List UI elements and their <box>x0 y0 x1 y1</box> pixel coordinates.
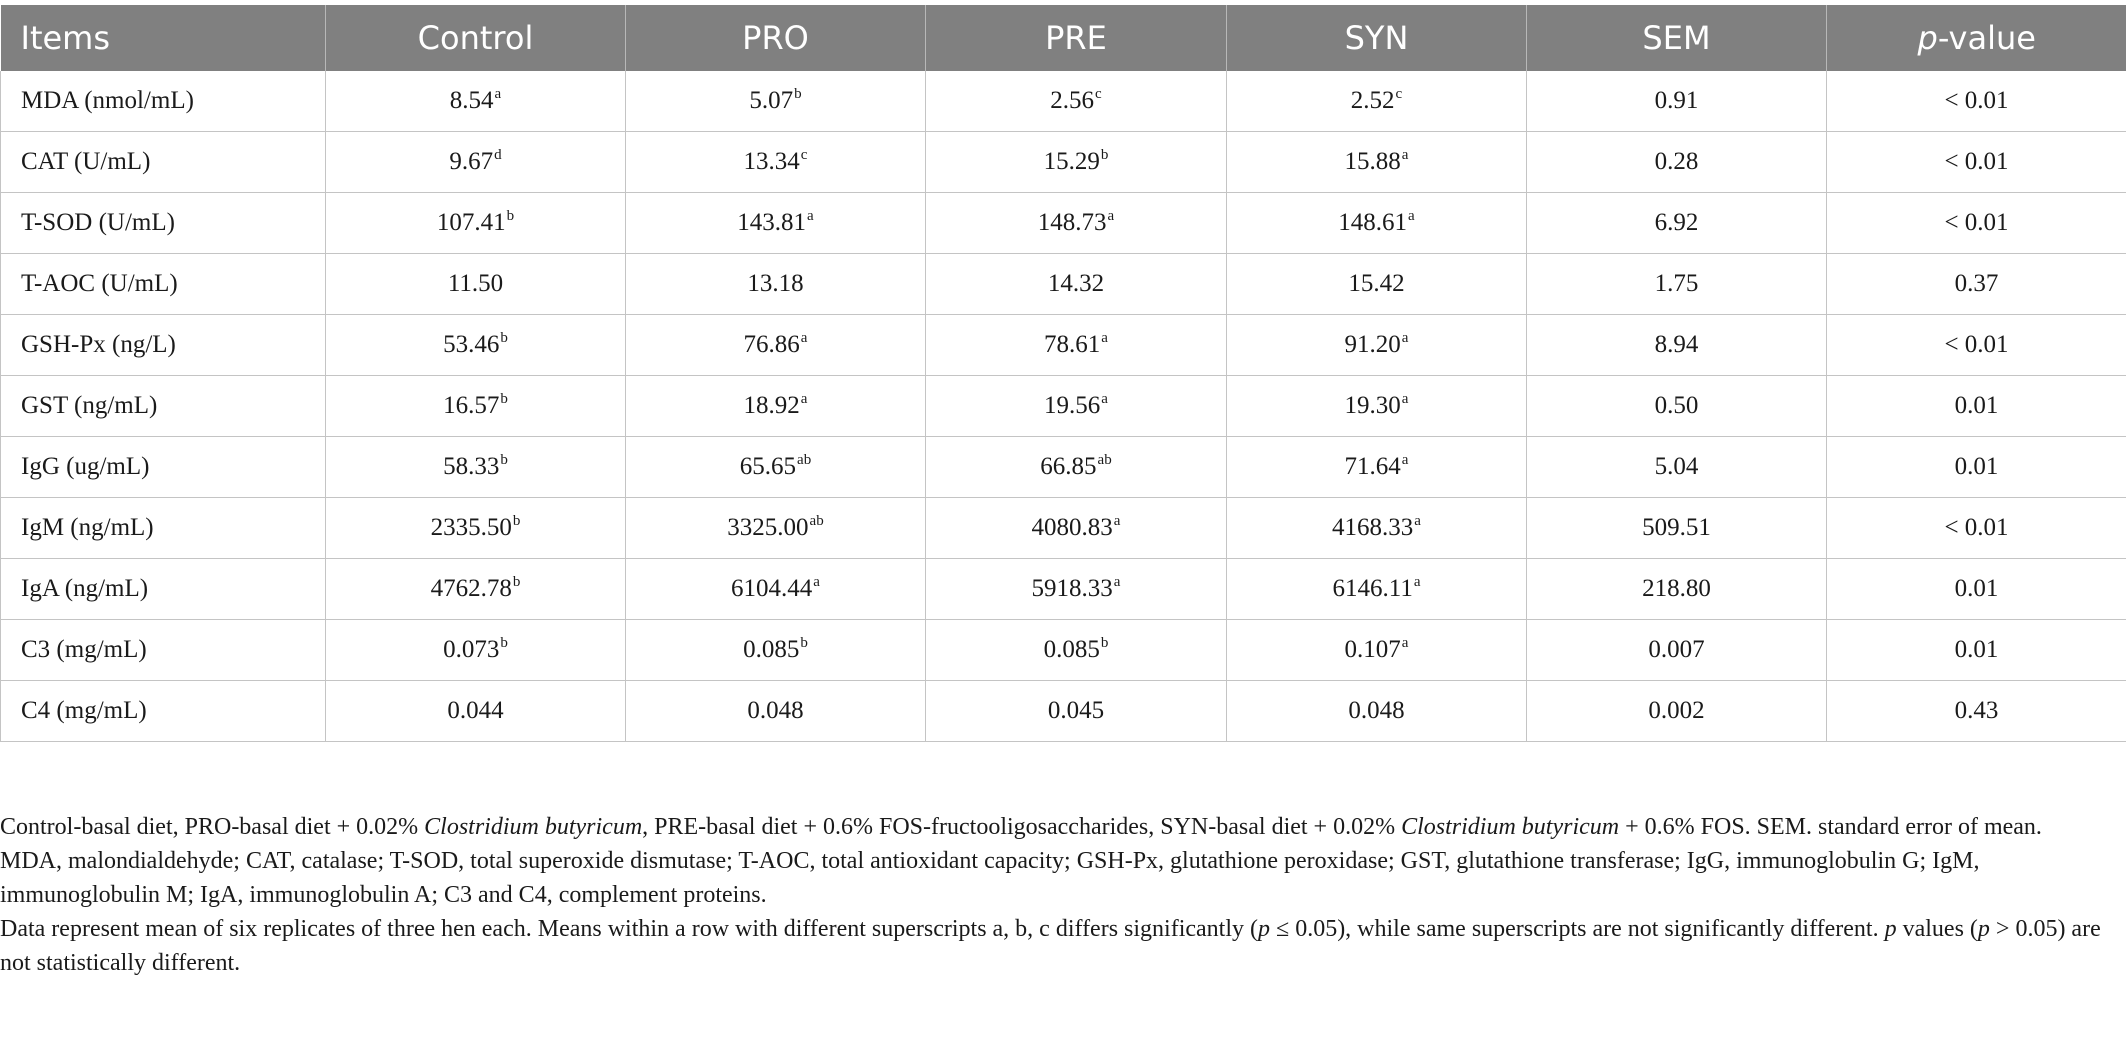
cell-value: 4762.78 <box>430 575 512 602</box>
significance-superscript: a <box>1401 635 1409 651</box>
table-cell <box>1227 193 1527 254</box>
table-cell <box>1227 132 1527 193</box>
table-row <box>1 132 2126 193</box>
table-cell <box>1527 620 1827 681</box>
table-cell <box>926 376 1227 437</box>
significance-superscript: a <box>1413 574 1421 590</box>
p-symbol: p <box>1884 916 1897 942</box>
cell-value: 66.85 <box>1040 453 1097 480</box>
significance-superscript: ab <box>797 452 812 468</box>
cell-value: 15.88 <box>1344 148 1401 175</box>
significance-superscript: b <box>1100 147 1109 163</box>
table-cell <box>326 254 626 315</box>
cell-value: 1.75 <box>1654 270 1699 297</box>
cell-value: 4080.83 <box>1031 514 1113 541</box>
cell-value: 0.007 <box>1648 636 1705 663</box>
cell-value: 5.07 <box>749 87 794 114</box>
header-pro: PRO <box>626 5 926 71</box>
significance-superscript: a <box>494 86 502 102</box>
significance-superscript: a <box>1107 208 1115 224</box>
significance-superscript: b <box>500 635 508 651</box>
significance-superscript: b <box>500 452 508 468</box>
table-cell <box>926 71 1227 132</box>
table-cell <box>926 437 1227 498</box>
footnote-text: ≤ 0.05), while same superscripts are not significantly different. <box>1270 916 1885 942</box>
cell-value: 71.64 <box>1344 453 1401 480</box>
cell-value: 8.94 <box>1654 331 1699 358</box>
significance-superscript: ab <box>809 513 824 529</box>
table-cell <box>1527 71 1827 132</box>
significance-superscript: a <box>1414 513 1421 529</box>
table-cell <box>1527 559 1827 620</box>
table-cell <box>626 559 926 620</box>
cell-value: 0.28 <box>1654 148 1699 175</box>
cell-value: 2.56 <box>1050 87 1095 114</box>
significance-superscript: a <box>807 208 814 224</box>
cell-value: 19.56 <box>1044 392 1101 419</box>
cell-value: 107.41 <box>436 209 506 236</box>
cell-value: 0.002 <box>1648 697 1705 724</box>
table-cell <box>326 498 626 559</box>
table-cell <box>1227 437 1527 498</box>
cell-value: 3325.00 <box>727 514 809 541</box>
significance-superscript: a <box>1101 330 1108 346</box>
table-cell <box>626 315 926 376</box>
table-cell <box>1827 437 2126 498</box>
significance-superscript: a <box>1401 330 1409 346</box>
header-control: Control <box>326 5 626 71</box>
cell-value: 6146.11 <box>1332 575 1413 602</box>
table-row <box>1 559 2126 620</box>
table-cell <box>1827 681 2126 742</box>
footnote-text: values ( <box>1896 916 1978 942</box>
cell-value: 4168.33 <box>1332 514 1414 541</box>
table-cell <box>626 376 926 437</box>
header-items: Items <box>1 5 326 71</box>
table-row <box>1 376 2126 437</box>
table-row <box>1 498 2126 559</box>
table-cell <box>326 193 626 254</box>
cell-value: 0.01 <box>1954 636 1999 663</box>
footnote-text: Data represent mean of six replicates of three hen each. Means within a row with different superscripts a, b, c differs significantly ( <box>0 916 1259 942</box>
cell-value: 2.52 <box>1350 87 1395 114</box>
significance-superscript: a <box>800 391 808 407</box>
cell-value: 0.048 <box>1348 697 1405 724</box>
cell-value: 53.46 <box>443 331 500 358</box>
cell-value: 15.42 <box>1348 270 1405 297</box>
table-cell <box>1827 620 2126 681</box>
row-item-label: C3 (mg/mL) <box>1 620 326 681</box>
cell-value: 6.92 <box>1654 209 1699 236</box>
header-syn: SYN <box>1227 5 1527 71</box>
cell-value: 0.085 <box>1043 636 1100 663</box>
cell-value: 0.01 <box>1954 575 1999 602</box>
table-cell <box>926 559 1227 620</box>
significance-superscript: a <box>813 574 820 590</box>
cell-value: < 0.01 <box>1944 331 2009 358</box>
table-cell <box>1227 620 1527 681</box>
row-item-label: IgG (ug/mL) <box>1 437 326 498</box>
table-cell <box>926 254 1227 315</box>
table-row <box>1 437 2126 498</box>
table-cell <box>626 254 926 315</box>
table-cell <box>626 681 926 742</box>
table-body <box>1 71 2126 742</box>
table-cell <box>1227 315 1527 376</box>
significance-superscript: d <box>494 147 502 163</box>
cell-value: 0.107 <box>1344 636 1401 663</box>
cell-value: 0.01 <box>1954 392 1999 419</box>
cell-value: 58.33 <box>443 453 500 480</box>
significance-superscript: a <box>1113 513 1121 529</box>
cell-value: 5.04 <box>1654 453 1699 480</box>
table-cell <box>326 620 626 681</box>
row-item-label: MDA (nmol/mL) <box>1 71 326 132</box>
table-row <box>1 620 2126 681</box>
header-sem: SEM <box>1527 5 1827 71</box>
significance-superscript: b <box>500 330 508 346</box>
cell-value: 78.61 <box>1044 331 1101 358</box>
table-cell <box>326 559 626 620</box>
table-cell <box>926 498 1227 559</box>
cell-value: < 0.01 <box>1944 148 2009 175</box>
table-cell <box>1527 132 1827 193</box>
cell-value: 19.30 <box>1344 392 1401 419</box>
cell-value: 14.32 <box>1047 270 1105 297</box>
cell-value: < 0.01 <box>1944 87 2009 114</box>
p-symbol: p <box>1258 916 1271 942</box>
row-item-label: T-SOD (U/mL) <box>1 193 326 254</box>
table-cell <box>1827 193 2126 254</box>
row-item-label: C4 (mg/mL) <box>1 681 326 742</box>
cell-value: 0.044 <box>447 697 504 724</box>
cell-value: 0.085 <box>743 636 800 663</box>
table-cell <box>326 437 626 498</box>
cell-value: 18.92 <box>743 392 800 419</box>
table-cell <box>1527 437 1827 498</box>
cell-value: 13.18 <box>747 270 804 297</box>
cell-value: 143.81 <box>737 209 807 236</box>
significance-superscript: a <box>1401 452 1409 468</box>
table-cell <box>1827 71 2126 132</box>
table-cell <box>1827 254 2126 315</box>
table-cell <box>1227 681 1527 742</box>
table-cell <box>1527 681 1827 742</box>
cell-value: 218.80 <box>1642 575 1711 602</box>
significance-superscript: b <box>1100 635 1109 651</box>
significance-superscript: b <box>512 574 521 590</box>
significance-superscript: a <box>1401 391 1409 407</box>
significance-superscript: c <box>800 147 808 163</box>
row-item-label: CAT (U/mL) <box>1 132 326 193</box>
significance-superscript: a <box>1101 391 1108 407</box>
significance-superscript: b <box>506 208 515 224</box>
cell-value: 6104.44 <box>731 575 813 602</box>
footnote-statistics <box>0 912 2115 980</box>
table-cell <box>1527 193 1827 254</box>
table-row <box>1 315 2126 376</box>
table-cell <box>626 498 926 559</box>
cell-value: 16.57 <box>443 392 500 419</box>
table-cell <box>326 681 626 742</box>
cell-value: 65.65 <box>739 453 797 480</box>
significance-superscript: a <box>1401 147 1409 163</box>
header-p-value-label: -value <box>1937 19 2036 57</box>
table-cell <box>1827 132 2126 193</box>
table-cell <box>326 315 626 376</box>
table-cell <box>926 193 1227 254</box>
significance-superscript: b <box>794 86 802 102</box>
results-table <box>0 5 2126 742</box>
cell-value: 8.54 <box>449 87 494 114</box>
header-pre: PRE <box>926 5 1227 71</box>
table-cell <box>1827 315 2126 376</box>
table-cell <box>1227 559 1527 620</box>
footnote-abbreviations: MDA, malondialdehyde; CAT, catalase; T-SOD, total superoxide dismutase; T-AOC, total antioxidant capacity; GSH-Px, glutathione peroxidase; GST, glutathione transferase; IgG, immunoglobulin G; IgM, immunoglobulin M; IgA, immunoglobulin A; C3 and C4, complement proteins. <box>0 848 1980 908</box>
table-cell <box>926 315 1227 376</box>
cell-value: 15.29 <box>1043 148 1100 175</box>
cell-value: 0.01 <box>1954 453 1999 480</box>
table-footnotes <box>0 810 2115 980</box>
header-p-value <box>1827 5 2126 71</box>
cell-value: 0.045 <box>1047 697 1105 724</box>
table-cell <box>1527 254 1827 315</box>
cell-value: 148.61 <box>1338 209 1408 236</box>
header-row <box>1 5 2126 71</box>
table-cell <box>626 193 926 254</box>
cell-value: 148.73 <box>1037 209 1107 236</box>
significance-superscript: b <box>800 635 808 651</box>
p-symbol: p <box>1977 916 1990 942</box>
table-cell <box>1227 498 1527 559</box>
table-cell <box>1527 376 1827 437</box>
cell-value: 0.50 <box>1654 392 1699 419</box>
row-item-label: IgM (ng/mL) <box>1 498 326 559</box>
cell-value: 76.86 <box>743 331 800 358</box>
species-name: Clostridium butyricum <box>424 814 643 840</box>
table-cell <box>926 620 1227 681</box>
cell-value: 0.43 <box>1954 697 1999 724</box>
table-cell <box>1827 376 2126 437</box>
row-item-label: IgA (ng/mL) <box>1 559 326 620</box>
cell-value: < 0.01 <box>1944 514 2009 541</box>
species-name: Clostridium butyricum <box>1401 814 1620 840</box>
table-cell <box>326 376 626 437</box>
table-cell <box>926 132 1227 193</box>
cell-value: 11.50 <box>447 270 504 297</box>
table-row <box>1 254 2126 315</box>
table-cell <box>626 437 926 498</box>
table-cell <box>626 71 926 132</box>
significance-superscript: b <box>500 391 508 407</box>
cell-value: < 0.01 <box>1944 209 2009 236</box>
table-row <box>1 193 2126 254</box>
significance-superscript: a <box>800 330 808 346</box>
p-symbol: p <box>1917 19 1938 57</box>
cell-value: 0.37 <box>1954 270 1999 297</box>
cell-value: 9.67 <box>449 148 494 175</box>
significance-superscript: b <box>512 513 521 529</box>
table-cell <box>1227 376 1527 437</box>
significance-superscript: a <box>1408 208 1415 224</box>
table-cell <box>1827 498 2126 559</box>
table-cell <box>1227 71 1527 132</box>
cell-value: 5918.33 <box>1031 575 1113 602</box>
table-cell <box>926 681 1227 742</box>
table-cell <box>326 71 626 132</box>
row-item-label: GST (ng/mL) <box>1 376 326 437</box>
table-cell <box>626 620 926 681</box>
table-cell <box>1527 315 1827 376</box>
table-cell <box>1227 254 1527 315</box>
footnote-text: + 0.6% FOS. SEM. standard error of mean. <box>1619 814 2042 840</box>
cell-value: 13.34 <box>743 148 800 175</box>
significance-superscript: a <box>1113 574 1121 590</box>
cell-value: 2335.50 <box>430 514 512 541</box>
table-cell <box>1827 559 2126 620</box>
footnote-treatments <box>0 810 2115 844</box>
row-item-label: T-AOC (U/mL) <box>1 254 326 315</box>
cell-value: 91.20 <box>1344 331 1401 358</box>
table-cell <box>326 132 626 193</box>
table-row <box>1 681 2126 742</box>
cell-value: 0.073 <box>443 636 500 663</box>
footnote-text: > 0.05) are not statistically different. <box>0 916 2101 976</box>
table-cell <box>1527 498 1827 559</box>
significance-superscript: c <box>1095 86 1102 102</box>
footnote-text: , PRE-basal diet + 0.6% FOS-fructooligosaccharides, SYN-basal diet + 0.02% <box>642 814 1402 840</box>
significance-superscript: ab <box>1097 452 1112 468</box>
table-row <box>1 71 2126 132</box>
row-item-label: GSH-Px (ng/L) <box>1 315 326 376</box>
table-cell <box>626 132 926 193</box>
cell-value: 0.91 <box>1654 87 1699 114</box>
cell-value: 0.048 <box>747 697 804 724</box>
significance-superscript: c <box>1395 86 1403 102</box>
cell-value: 509.51 <box>1642 514 1711 541</box>
footnote-text: Control-basal diet, PRO-basal diet + 0.02% <box>0 814 425 840</box>
